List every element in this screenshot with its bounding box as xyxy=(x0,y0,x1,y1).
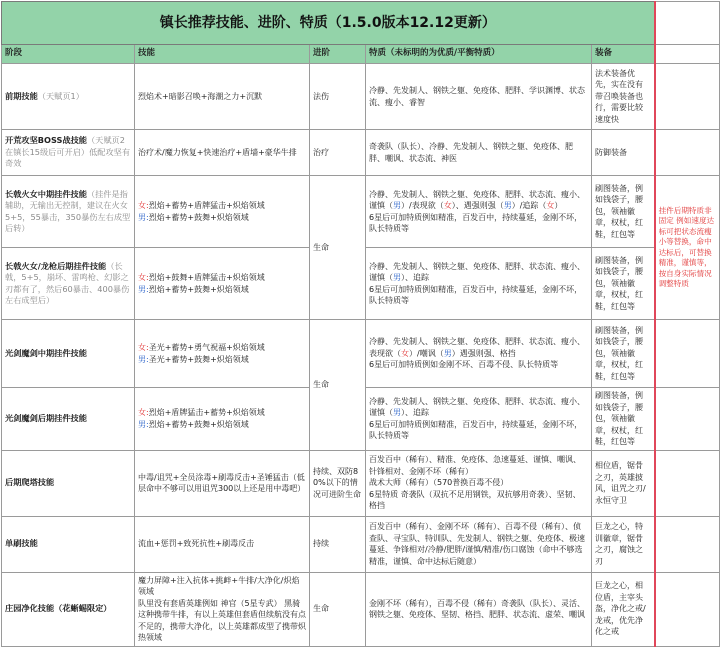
stage-cell: 长戟火女中期挂件技能（挂件是指辅助，无输出无控制，建议在火女5+5，55暴击，350暴伤左右成型后转） xyxy=(2,176,135,248)
skills-cell: 女:圣光+蓄势+勇气祝福+炽焰领域 男:圣光+蓄势+鼓舞+炽焰领域 xyxy=(135,320,310,388)
equip-cell: 刷图装备，例如钱袋子，腰包，领袖徽章，权杖，红鞋，红包等 xyxy=(592,248,655,320)
table-row xyxy=(2,130,720,176)
skills-cell: 烈焰术+暗影召唤+海潮之力+沉默 xyxy=(135,64,310,130)
header-traits: 特质（未标明的为优质/平衡特质） xyxy=(366,45,592,64)
header-skills: 技能 xyxy=(135,45,310,64)
equip-cell: 刷图装备，例如钱袋子，腰包，领袖徽章，权杖，红鞋，红包等 xyxy=(592,176,655,248)
traits-cell: 百发百中（稀有）、金刚不坏（稀有）、百毒不侵（稀有）、侦查队、寻宝队、特训队、先发制人、钢铁之躯、免疫体、极速蔓延、争锋相对/冷静/肥胖/谨慎/精准/伤口腐蚀（命中不够选精准，谨慎、命中达标后随意） xyxy=(366,516,592,572)
traits-cell: 冷静、先发制人、钢铁之躯、免疫体、肥胖、状态流、瘦小、谨慎（男）、追踪 6星后可加特质例如精准，百发百中，持续蔓延，金刚不坏，队长特质等 xyxy=(366,388,592,451)
stage-cell: 后期爬塔技能 xyxy=(2,450,135,516)
advance-cell: 持续 xyxy=(310,516,366,572)
side-note: 挂件后期特质非固定 例如速度达标可把状态流瘦小等替换，命中达标后，可替换精准，谨慎等，按自身实际情况调整特质 xyxy=(655,176,720,320)
skills-cell: 女:烈焰+盾牌猛击+蓄势+炽焰领域 男:烈焰+蓄势+鼓舞+炽焰领域 xyxy=(135,388,310,451)
stage-cell: 前期技能（天赋页1） xyxy=(2,64,135,130)
equip-cell: 相位盾，锯骨之刃，英雄披风，诅咒之刃/永恒守卫 xyxy=(592,450,655,516)
title-side-cell xyxy=(655,2,720,45)
advance-cell: 法伤 xyxy=(310,64,366,130)
table-row xyxy=(2,516,720,572)
stage-cell: 光剑魔剑后期挂件技能 xyxy=(2,388,135,451)
header-equip: 装备 xyxy=(592,45,655,64)
skills-cell: 流血+惩罚+致死抗性+刷毒反击 xyxy=(135,516,310,572)
header-stage: 阶段 xyxy=(2,45,135,64)
advance-cell: 生命 xyxy=(310,176,366,320)
side-cell xyxy=(655,320,720,388)
stage-cell: 光剑魔剑中期挂件技能 xyxy=(2,320,135,388)
side-cell xyxy=(655,572,720,646)
stage-cell: 开荒攻坚BOSS战技能（天赋页2在镇长15级后可开启）低配攻坚有奇效 xyxy=(2,130,135,176)
table-row xyxy=(2,176,720,248)
equip-cell: 防御装备 xyxy=(592,130,655,176)
skills-cell: 中毒/诅咒+全员涂毒+刷毒反击+圣锤猛击（低层命中不够可以用诅咒300以上还是用中毒吧） xyxy=(135,450,310,516)
skills-cell: 治疗术/魔力恢复+快速治疗+盾墙+豪华牛排 xyxy=(135,130,310,176)
stage-cell: 长戟火女/龙枪后期挂件技能（长戟，5+5，崩坏、雷鸣枪、幻影之刃都有了，然后60暴击、400暴伤左右成型后） xyxy=(2,248,135,320)
table-row xyxy=(2,572,720,646)
advance-cell: 治疗 xyxy=(310,130,366,176)
stage-cell: 庄园净化技能（花蜥蜴限定） xyxy=(2,572,135,646)
traits-cell: 奇袭队（队长）、冷静、先发制人、钢铁之躯、免疫体、肥胖、嘲讽、状态流、神医 xyxy=(366,130,592,176)
advance-cell: 生命 xyxy=(310,320,366,451)
equip-cell: 刷图装备，例如钱袋子，腰包，领袖徽章，权杖，红鞋，红包等 xyxy=(592,388,655,451)
equip-cell: 法术装备优先，实在没有带召唤装备也行，需要比较速度快 xyxy=(592,64,655,130)
advance-cell: 持续、双防80%以下的情况可进阶生命 xyxy=(310,450,366,516)
header-row xyxy=(2,45,720,64)
skills-cell: 魔力屏障+注入抗体+挑衅+牛排/大净化/炽焰领域 队里没有套盾英雄例如 神官（5星专武） 黑骑这种携带牛排，有以上英雄但套盾但续航没有点不足的，携带大净化，以上英雄都成型了携带炽热领域 xyxy=(135,572,310,646)
stage-cell: 单刷技能 xyxy=(2,516,135,572)
traits-cell: 冷静、先发制人、钢铁之躯、免疫体、肥胖、学识渊博、状态流、瘦小、睿智 xyxy=(366,64,592,130)
sheet-title: 镇长推荐技能、进阶、特质（1.5.0版本12.12更新） xyxy=(2,2,655,45)
header-side-cell xyxy=(655,45,720,64)
advance-cell: 生命 xyxy=(310,572,366,646)
traits-cell: 冷静、先发制人、钢铁之躯、免疫体、肥胖、状态流、瘦小、表现欲（女）/嘲讽（男）遇强则强、格挡 6星后可加特质例如金刚不坏、百毒不侵、队长特质等 xyxy=(366,320,592,388)
side-cell xyxy=(655,450,720,516)
traits-cell: 冷静、先发制人、钢铁之躯、免疫体、肥胖、状态流、瘦小、谨慎（男）/表现欲（女）、遇强则强（男）/追踪（女） 6星后可加特质例如精准，百发百中，持续蔓延，金刚不坏，队长特质等 xyxy=(366,176,592,248)
traits-cell: 金刚不坏（稀有），百毒不侵（稀有）奇袭队（队长）、灵活、钢铁之躯、免疫体、坚韧、格挡、肥胖、状态流、虚荣、嘲讽 xyxy=(366,572,592,646)
skills-table xyxy=(1,1,720,647)
table-row xyxy=(2,320,720,388)
title-row xyxy=(2,2,720,45)
skills-cell: 女:烈焰+鼓舞+盾牌猛击+炽焰领域 男:烈焰+蓄势+鼓舞+炽焰领域 xyxy=(135,248,310,320)
header-advance: 进阶 xyxy=(310,45,366,64)
equip-cell: 巨龙之心，相位盾，主宰头盔，净化之戒/龙戒，优先净化之戒 xyxy=(592,572,655,646)
traits-cell: 冷静、先发制人、钢铁之躯、免疫体、肥胖、状态流、瘦小、谨慎（男）、追踪 6星后可加特质例如精准，百发百中，持续蔓延，金刚不坏，队长特质等 xyxy=(366,248,592,320)
side-cell xyxy=(655,64,720,130)
side-cell xyxy=(655,388,720,451)
table-row xyxy=(2,450,720,516)
side-cell xyxy=(655,516,720,572)
table-row xyxy=(2,64,720,130)
side-cell xyxy=(655,130,720,176)
traits-cell: 百发百中（稀有）、精准、免疫体、急速蔓延、谨慎、嘲讽、针锋相对、金刚不坏（稀有） 战术大师（稀有）（570普换百毒不侵） 6星特质 奇袭队（双抗不足用钢铁，双抗够用奇袭）、坚韧、格挡 xyxy=(366,450,592,516)
equip-cell: 巨龙之心，特训徽章，锯骨之刃，腐蚀之刃 xyxy=(592,516,655,572)
skills-cell: 女:烈焰+蓄势+盾牌猛击+炽焰领域 男:烈焰+蓄势+鼓舞+炽焰领域 xyxy=(135,176,310,248)
equip-cell: 刷图装备，例如钱袋子，腰包，领袖徽章，权杖，红鞋，红包等 xyxy=(592,320,655,388)
